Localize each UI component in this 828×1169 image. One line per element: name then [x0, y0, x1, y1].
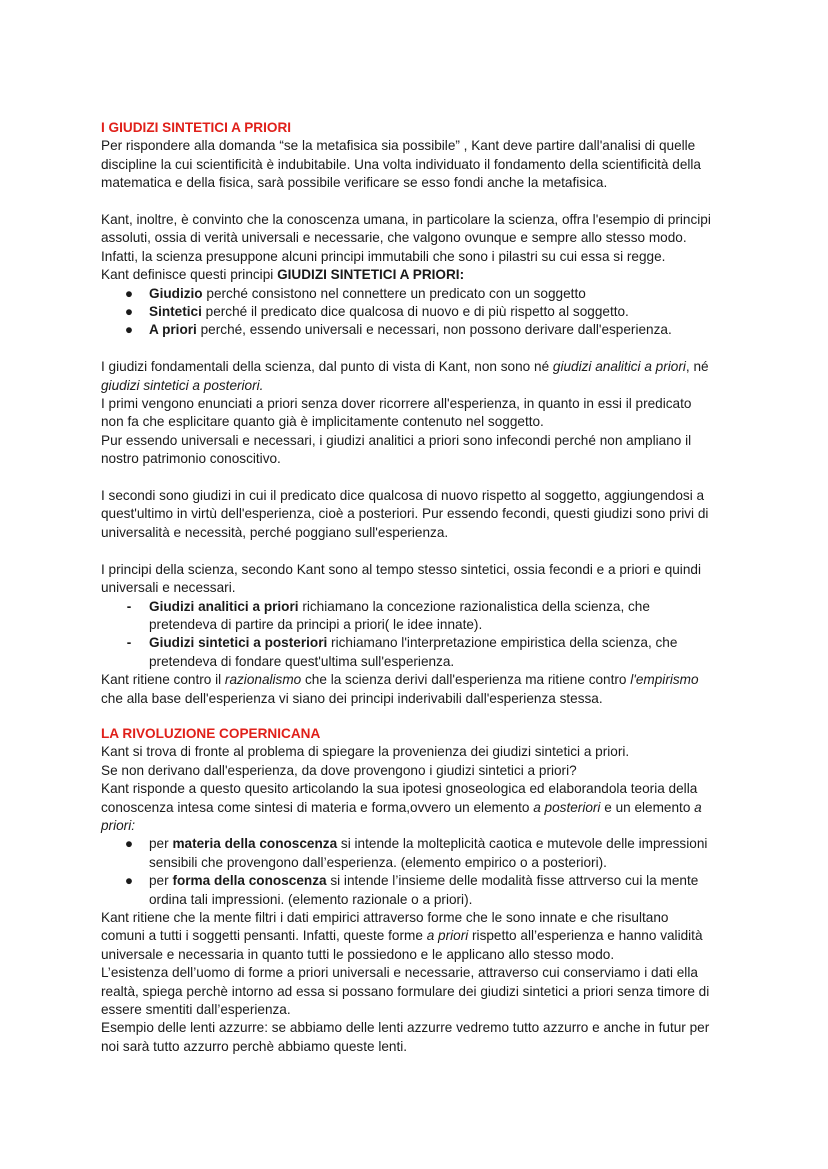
bullet-marker: ●: [124, 304, 134, 320]
list-item-text: sensibili che provengono dall’esperienza. (elemento empirico o a posteriori).: [149, 854, 607, 870]
bold-term: materia della conoscenza: [172, 836, 338, 852]
text-line: e un elemento: [600, 799, 695, 815]
paragraph: [101, 909, 768, 1056]
text-line: universalità e necessità, perché poggiano sull'esperienza.: [101, 524, 449, 540]
italic-term: a: [694, 799, 702, 815]
text-line: realtà, spiega perchè intorno ad essa si possano formulare dei giudizi sintetici a priori senza timore di: [101, 983, 710, 999]
italic-term: razionalismo: [224, 672, 302, 688]
text-line: L’esistenza dell’uomo di forme a priori universali e necessarie, attraverso cui conserviamo i dati ella: [101, 965, 698, 981]
bold-term: Giudizi analitici a priori: [149, 598, 299, 614]
text-line: Per rispondere alla domanda “se la metafisica sia possibile” , Kant deve partire dall'analisi di quelle: [101, 138, 696, 154]
text-line: noi sarà tutto azzurro perchè abbiamo queste lenti.: [101, 1038, 408, 1054]
dash-list: [101, 598, 768, 672]
bold-term: Giudizio: [149, 285, 203, 301]
text-line: Kant definisce questi principi: [101, 267, 278, 283]
text-line: Kant ritiene che la mente filtri i dati empirici attraverso forme che le sono innate e che risultano: [101, 910, 669, 925]
list-item: [101, 598, 768, 635]
dash-marker: -: [126, 598, 132, 614]
text-line: quest'ultimo in virtù dell'esperienza, cioè a posteriori. Pur essendo fecondi, questi giudizi sono privi di: [101, 506, 709, 522]
list-item-text: pretendeva di partire da principi a priori( le idee innate).: [149, 616, 483, 632]
dash-marker: -: [126, 635, 132, 651]
text-line: nostro patrimonio conoscitivo.: [101, 451, 281, 467]
text-line: che la scienza derivi dall'esperienza ma ritiene contro: [301, 672, 631, 688]
bullet-marker: ●: [124, 322, 134, 338]
text-line: Kant, inoltre, è convinto che la conoscenza umana, in particolare la scienza, offra l'esempio di principi: [101, 212, 711, 228]
text-line: che alla base dell'esperienza vi siano dei principi inderivabili dall'esperienza stessa.: [101, 690, 603, 706]
list-item: [101, 872, 768, 909]
bullet-list: [101, 285, 768, 340]
text-line: I secondi sono giudizi in cui il predicato dice qualcosa di nuovo rispetto al soggetto, aggiungendosi a: [101, 488, 705, 504]
paragraph: [101, 487, 768, 542]
text-line: Pur essendo universali e necessari, i giudizi analitici a priori sono infecondi perché non ampliano il: [101, 432, 692, 448]
list-item-text: perché consistono nel connettere un predicato con un soggetto: [202, 285, 586, 301]
text-line: matematica e della fisica, sarà possibile verificare se esso fondi anche la metafisica.: [101, 175, 608, 191]
section-heading-giudizi: I GIUDIZI SINTETICI A PRIORI: [101, 120, 292, 135]
text-line: comuni a tutti i soggetti pensanti. Infatti, queste forme: [101, 928, 427, 944]
bold-term: GIUDIZI SINTETICI A PRIORI:: [277, 267, 465, 283]
italic-term: l'empirismo: [630, 672, 699, 688]
text-line: universali e necessari.: [101, 580, 236, 596]
list-item-text: per: [149, 836, 173, 852]
text-line: discipline la cui scientificità è indubitabile. Una volta individuato il fondamento della scientificità della: [101, 156, 701, 172]
text-line: assoluti, ossia di verità universali e necessarie, che valgono ovunque e sempre allo stesso modo.: [101, 230, 687, 246]
text-line: rispetto all’esperienza e hanno validità: [468, 928, 703, 944]
list-item-text: si intende l’insieme delle modalità fisse attrverso cui la mente: [326, 873, 699, 889]
text-line: Se non derivano dall'esperienza, da dove provengono i giudizi sintetici a priori?: [101, 762, 577, 778]
text-line: I giudizi fondamentali della scienza, dal punto di vista di Kant, non sono né: [101, 359, 553, 375]
bold-term: Giudizi sintetici a posteriori: [149, 635, 328, 651]
list-item: [101, 634, 768, 671]
list-item-text: richiamano l'interpretazione empiristica della scienza, che: [327, 635, 678, 651]
text-line: conoscenza intesa come sintesi di materia e forma,ovvero un elemento: [101, 799, 534, 815]
bullet-list: [101, 835, 768, 909]
text-line: Kant si trova di fronte al problema di spiegare la provenienza dei giudizi sintetici a priori.: [101, 744, 630, 760]
list-item: [101, 835, 768, 872]
bullet-marker: ●: [124, 836, 134, 852]
text-line: essere smentiti dall’esperienza.: [101, 1002, 291, 1018]
italic-term: a posteriori: [533, 799, 601, 815]
italic-term: a priori: [426, 928, 469, 944]
text-line: I principi della scienza, secondo Kant sono al tempo stesso sintetici, ossia fecondi e a priori e quindi: [101, 561, 701, 577]
paragraph: [101, 358, 768, 468]
text-line: Kant risponde a questo quesito articolando la sua ipotesi gnoseologica ed elaborandola teoria della: [101, 781, 698, 797]
section-heading-rivoluzione: LA RIVOLUZIONE COPERNICANA: [101, 725, 321, 741]
paragraph: [101, 561, 768, 598]
list-item-text: perché il predicato dice qualcosa di nuovo e di più rispetto al soggetto.: [201, 304, 629, 320]
list-item: [101, 285, 768, 303]
text-line: I primi vengono enunciati a priori senza dover ricorrere all'esperienza, in quanto in essi il predicato: [101, 396, 692, 412]
bold-term: forma della conoscenza: [172, 873, 327, 889]
list-item: [101, 303, 768, 321]
paragraph: [101, 211, 768, 285]
text-line: non fa che esplicitare quanto già è implicitamente contenuto nel soggetto.: [101, 414, 544, 430]
list-item-text: pretendeva di fondare quest'ultima sull'esperienza.: [149, 653, 455, 669]
italic-term: giudizi analitici a priori: [552, 359, 686, 375]
paragraph: [101, 671, 768, 708]
list-item-text: perché, essendo universali e necessari, non possono derivare dall'esperienza.: [196, 322, 672, 338]
list-item-text: ordina tali impressioni. (elemento razionale o a priori).: [149, 891, 473, 907]
list-item-text: richiamano la concezione razionalistica della scienza, che: [298, 598, 650, 614]
italic-term: giudizi sintetici a posteriori.: [101, 377, 264, 393]
list-item: [101, 321, 768, 339]
text-line: universale e necessaria in quanto tutti le possiedono e le applicano allo stesso modo.: [101, 946, 615, 962]
list-item-text: si intende la molteplicità caotica e mutevole delle impressioni: [337, 836, 708, 852]
list-item-text: per: [149, 873, 173, 889]
text-line: Esempio delle lenti azzurre: se abbiamo delle lenti azzurre vedremo tutto azzurro e anche in futur per: [101, 1020, 710, 1036]
italic-term: priori:: [101, 817, 135, 833]
bullet-marker: ●: [124, 285, 134, 301]
text-line: Kant ritiene contro il: [101, 672, 225, 688]
bold-term: A priori: [149, 322, 197, 338]
bold-term: Sintetici: [149, 304, 202, 320]
bullet-marker: ●: [124, 873, 134, 889]
text-line: , né: [685, 359, 709, 375]
paragraph: [101, 743, 768, 835]
paragraph: [101, 137, 768, 192]
text-line: Infatti, la scienza presuppone alcuni principi immutabili che sono i pilastri su cui essa si regge.: [101, 248, 666, 264]
